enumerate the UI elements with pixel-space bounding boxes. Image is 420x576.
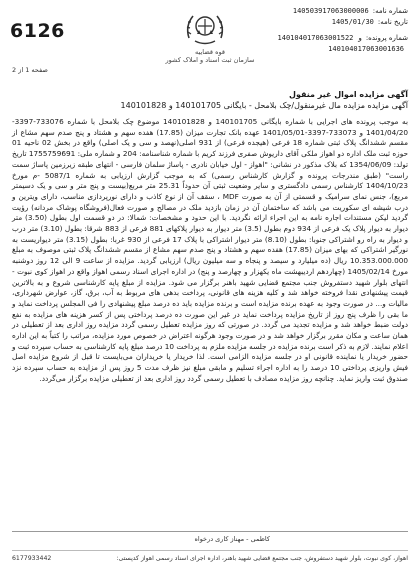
judiciary-emblem-icon [183,8,227,48]
footer-postal-code: 6177933442 [12,555,52,562]
notice-subtitle: آگهی مزایده مزایده مال غیرمنقول/چک بلامحل - بایگانی 140101705 و 140101828 [120,101,408,110]
footer-address: اهواز، کوی نبوت، بلوار شهید دستفروش، جنب مجتمع قضایی شهید باهنر، اداره اجرای اسناد رسمی اهواز کدپستی: [116,555,408,562]
meta-label: شماره نامه: [372,7,408,15]
meta-value: 140503917063000006 [292,7,369,15]
meta-label: شماره پرونده: [365,34,408,42]
meta-row [238,44,408,55]
signer-name: کاظمی - مهناز کاری درخواه [194,535,270,543]
signature-divider [12,531,408,532]
meta-row [238,33,408,44]
org-name: قوه قضاییه [195,48,225,56]
letter-meta [238,6,408,54]
meta-row [238,6,408,17]
meta-value: 140104017063001522 و [277,34,362,42]
meta-label: تاریخ نامه: [377,17,408,26]
meta-value: 1405/01/30 [331,17,374,26]
notice-body: به موجب پرونده های اجرایی با شماره بایگانی 140101705 و 140101828 موضوع چک بلامحل با شماره 733076-3397-1401/04/20 و 733073-3397-1401/05/01 عهده بانک تجارت میزان (17.85) هفده سهم و هشتاد و پنج صدم سهم مشاع از مقسم ششدانگ پلاک ثبتی شماره 18 فرعی (هیجده فرعی) از 931 اصلی(نهصد و سی و یک اصلی) واقع در بخش 02 ناحیه 01 حوزه ثبت ملک اداره دو اهواز ملکی آقای داریوش صفری فرزند کریم با شماره شناسنامه: 204 و شماره ملی: 1755759691 تاریخ تولد: 1354/06/09 که بلاک مذکور در نشانی: "اهواز - اول خیابان نادری - پاساژ سلمان فارسی - انتهای طبقه زیرزمین پاساژ سمت راست" (طبق مندرجات پرونده و گزارش کارشناس رسمی) که به موجب گزارش ارزیابی به شماره 5087/1 -م مورخ 1404/10/23 کارشناس رسمی دادگستری و سایر وضعیت ثبتی آن حدوداً 25.31 متر مربع(بیست و پنج متر و سی و یک دسیمتر مربع)، جنس نمای سرامیک و قسمتی از آن به صورت MDF ، سقف آن از نوع کاذب و دارای نورپردازی مناسب، دارای ویترین و درب شیشه ای سکوریت می باشد که ساختمان آن در زمان بازدید ملک در مصالح و صورت فعال(فروشگاه پوشاک مردانه) رؤیت گردید لیکن مستندات اجاره نامه به این اجراء ارائه نگردید. با این حدود و مشخصات: شمالا: در دو قسمت اول بطول (3.50) متر دیوار به دیوار پلاک یک فرعی از 934 دوم بطول (3.5) متر دیوار به دیوار پلاکهای 881 فرعی از 883 شرقا: بطول (3.10) متر درب و دیوار به راه رو اشتراکی جنوبا: بطول (8.10) متر دیوار اشتراکی با پلاک 17 فرعی از 930 غربا: بطول (3.15) متر دیواریست به نورگیر اشتراکی که بهای میزان (17.85) هفده سهم و هشتاد و پنج صدم سهم مشاع از مقسم ششدانگ پلاک ثبتی موصوف به مبلغ 10.353.000.000 ریال (ده میلیارد و سیصد و پنجاه و سه میلیون ریال) ارزیابی گردید. مزایده از ساعت 9 الی 12 روز دوشنبه مورخ 1405/02/14 (چهاردهم اردیبهشت ماه یکهزار و چهارصد و پنج) در اداره اجرای اسناد رسمی اهواز واقع در اهواز کوی نبوت - انتهای بلوار شهید دستفروش جنب مجتمع قضایی شهید باهنر برگزار می شود. مزایده از مبلغ پایه کارشناسی شروع و به بالاترین قیمت پیشنهادی نقدا فروخته خواهد شد و کلیه هزینه های قانونی، پرداخت بدهی های مربوط به آب، برق، گاز، عوارض شهرداری، مالیات و... در صورت وجود به عهده برنده مزایده است و برنده مزایده باید ده درصد مبلغ پیشنهادی را فی المجلس پرداخت نماید و ما بقی را ظرف پنج روز از تاریخ مزایده پرداخت نماید در غیر این صورت ده درصد پرداختی پس از کسر هزینه های مزایده به نفع دولت ضبط خواهد شد و مزایده تجدید می گردد. در صورتی که روز مزایده تعطیل رسمی گردد مزایده روز اداری بعد از تعطیلی در همان ساعت و مکان مقرر برگزار خواهد شد و در صورت وجود هرگونه اعتراض در خصوص مورد مزایده، مراتب را کتباً به این اداره اعلام نمایند. لازم به ذکر است برنده مزایده در جلسه مزایده ملزم به پرداخت 10 درصد مبلغ پایه کارشناسی به حساب سپرده ثبت و حضور خریدار یا نماینده قانونی او در جلسه مزایده الزامی است. لذا خریدار یا خریداران می‌بایست تا قبل از شروع مزایده اصل فیش واریزی پرداختی 10 درصد را به اداره اجراء تسلیم و مابقی مبلغ نیز ظرف مدت 5 روز پس از مزایده به حساب سپرده نزد صندوق ثبت واریز نماید. چنانچه روز مزایده مصادف با تعطیل رسمی گردد روز اداری بعد از تعطیلی مزایده برگزار می‌گردد. [12,117,409,383]
document-code: 6126 [10,20,65,42]
page-number: صفحه 1 از 2 [12,66,48,74]
org-subname: سازمان ثبت اسناد و املاک کشور [165,56,255,64]
notice-title: آگهی مزایده اموال غیر منقول [289,90,408,99]
meta-row [238,17,408,28]
meta-value: 140104017063001636 [328,44,404,53]
footer-divider [12,550,408,551]
